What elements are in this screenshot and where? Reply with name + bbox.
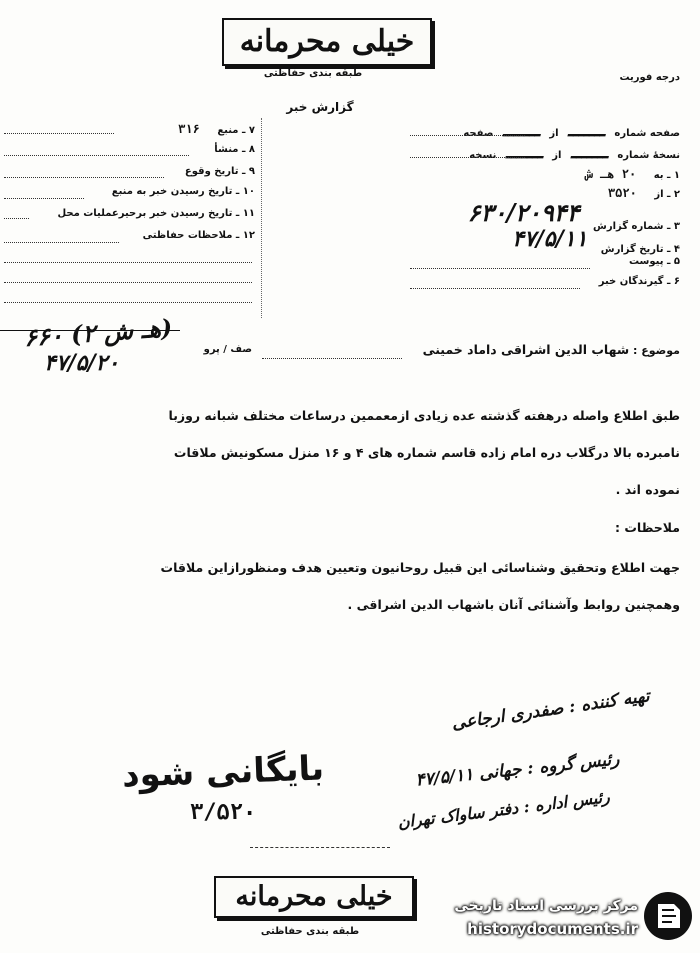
page-number-end: صفحه xyxy=(463,128,494,139)
page-total-mark: ـــــــ xyxy=(502,120,540,141)
field-source-label: ۷ ـ منبع xyxy=(217,125,255,136)
field-origin-label: ۸ ـ منشأ xyxy=(214,144,255,155)
field-event-date-label: ۹ ـ تاریخ وقوع xyxy=(184,166,255,177)
priority-label: درجه فوریت xyxy=(619,72,680,83)
field-from-label: ۲ ـ از xyxy=(654,189,680,200)
left-dotted-line xyxy=(4,177,164,178)
field-security-remarks xyxy=(143,230,255,248)
handwritten-line-2: رئیس گروه : جهانی ۴۷/۵/۱۱ xyxy=(414,749,621,791)
left-dotted-line xyxy=(4,133,114,134)
field-ops-received-date xyxy=(57,208,255,226)
copy-number-of: از xyxy=(552,150,562,161)
field-report-number-value: ۶۳۰/۲۰۹۴۴ xyxy=(467,198,580,227)
body-line-1: طبق اطلاع واصله درهفته گذشته عده زیادی ازمعممین درساعات مختلف شبانه روزبا xyxy=(168,408,680,423)
field-from-value: ۳۵۲۰ xyxy=(607,186,637,200)
handwritten-line-3: رئیس اداره : دفتر ساواک تهران xyxy=(396,787,611,832)
right-dotted-line xyxy=(410,157,525,158)
field-source-received-date xyxy=(112,186,255,204)
field-attachment-label: ۵ ـ پیوست xyxy=(628,256,680,267)
page-number-mark: ـــــــ xyxy=(568,120,605,141)
right-dotted-line xyxy=(410,268,590,269)
field-to-value: ۲۰ هـ ش xyxy=(585,167,637,181)
subject-label: موضوع xyxy=(641,344,680,357)
field-origin xyxy=(214,144,255,162)
body-line-3: نموده اند . xyxy=(615,482,680,497)
page-number-of: از xyxy=(549,128,559,139)
field-source-value: ۳۱۶ xyxy=(178,122,200,136)
archive-stamp: بایگانی شود xyxy=(121,748,325,796)
field-from xyxy=(608,186,680,204)
report-title: گزارش خبر xyxy=(286,100,354,114)
left-dotted-line xyxy=(4,262,252,263)
left-dotted-line xyxy=(4,155,189,156)
top-classification-stamp: خیلی محرمانه xyxy=(222,18,432,66)
copy-number-end: نسخه xyxy=(469,150,497,161)
subject-row xyxy=(423,342,680,357)
bottom-stamp-caption: طبقه بندی حفاظتی xyxy=(260,926,360,937)
left-dotted-line xyxy=(4,302,252,303)
subject-dotted-line xyxy=(262,358,402,359)
file-note: ۶۶۰ (۲ هـ ش) xyxy=(23,312,174,353)
field-recipients-label: ۶ ـ گیرندگان خبر xyxy=(598,276,680,287)
subject-text: شهاب الدین اشراقی داماد خمینی xyxy=(422,342,630,357)
archive-underline xyxy=(250,847,390,848)
archive-number: ۳/۵۲۰ xyxy=(190,800,257,825)
field-report-date-value: ۴۷/۵/۱۱ xyxy=(512,226,588,252)
copy-total-mark: ـــــــ xyxy=(505,142,543,163)
remarks-label: ملاحظات : xyxy=(614,520,680,535)
body-line-2: نامبرده بالا درگلاب دره امام زاده قاسم شماره های ۴ و ۱۶ منزل مسکونیش ملاقات xyxy=(173,445,680,460)
subject-underline xyxy=(0,330,180,331)
bottom-classification-stamp: خیلی محرمانه xyxy=(214,876,414,918)
watermark-logo-icon xyxy=(644,892,692,940)
field-report-date-label: ۴ ـ تاریخ گزارش xyxy=(600,244,680,255)
copy-number-label: نسخهٔ شماره xyxy=(617,150,680,161)
field-source xyxy=(178,122,255,140)
left-dotted-line xyxy=(4,242,119,243)
field-event-date xyxy=(185,166,255,184)
watermark-url: historydocuments.ir xyxy=(467,920,638,938)
top-stamp-caption: طبقه بندی حفاظتی xyxy=(263,68,363,79)
file-date: ۴۷/۵/۲۰ xyxy=(44,350,120,376)
watermark xyxy=(418,888,698,948)
field-to-label: ۱ ـ به xyxy=(653,170,680,181)
left-dotted-line xyxy=(4,282,252,283)
watermark-title: مرکز بررسی اسناد تاریخی xyxy=(454,898,638,914)
field-security-remarks-label: ۱۲ ـ ملاحظات حفاظتی xyxy=(142,230,255,241)
field-report-number xyxy=(467,198,680,232)
handwritten-line-1: تهیه کننده : صفدری ارجاعی xyxy=(450,686,651,734)
field-attachment xyxy=(390,256,680,274)
field-to xyxy=(586,167,680,185)
column-separator xyxy=(261,118,263,318)
remarks-line-1: جهت اطلاع وتحقیق وشناسائی این قبیل روحانیون وتعیین هدف ومنظورازاین ملاقات xyxy=(160,560,680,575)
field-source-received-label: ۱۰ ـ تاریخ رسیدن خبر به منبع xyxy=(111,186,255,197)
file-label: صف / پرو xyxy=(203,344,252,355)
field-recipients xyxy=(390,276,680,294)
field-ops-received-label: ۱۱ ـ تاریخ رسیدن خبر برحیرعملیات محل xyxy=(57,208,255,219)
left-dotted-line xyxy=(4,218,29,219)
subject-separator: : xyxy=(629,344,638,357)
page-number-label: صفحه شماره xyxy=(614,128,680,139)
remarks-line-2: وهمچنین روابط وآشنائی آنان باشهاب الدین اشراقی . xyxy=(347,597,680,612)
right-dotted-line xyxy=(410,135,525,136)
left-dotted-line xyxy=(4,198,84,199)
field-report-number-label: ۳ ـ شماره گزارش xyxy=(593,221,680,232)
right-dotted-line xyxy=(410,288,580,289)
copy-number-mark: ـــــــ xyxy=(570,142,608,163)
